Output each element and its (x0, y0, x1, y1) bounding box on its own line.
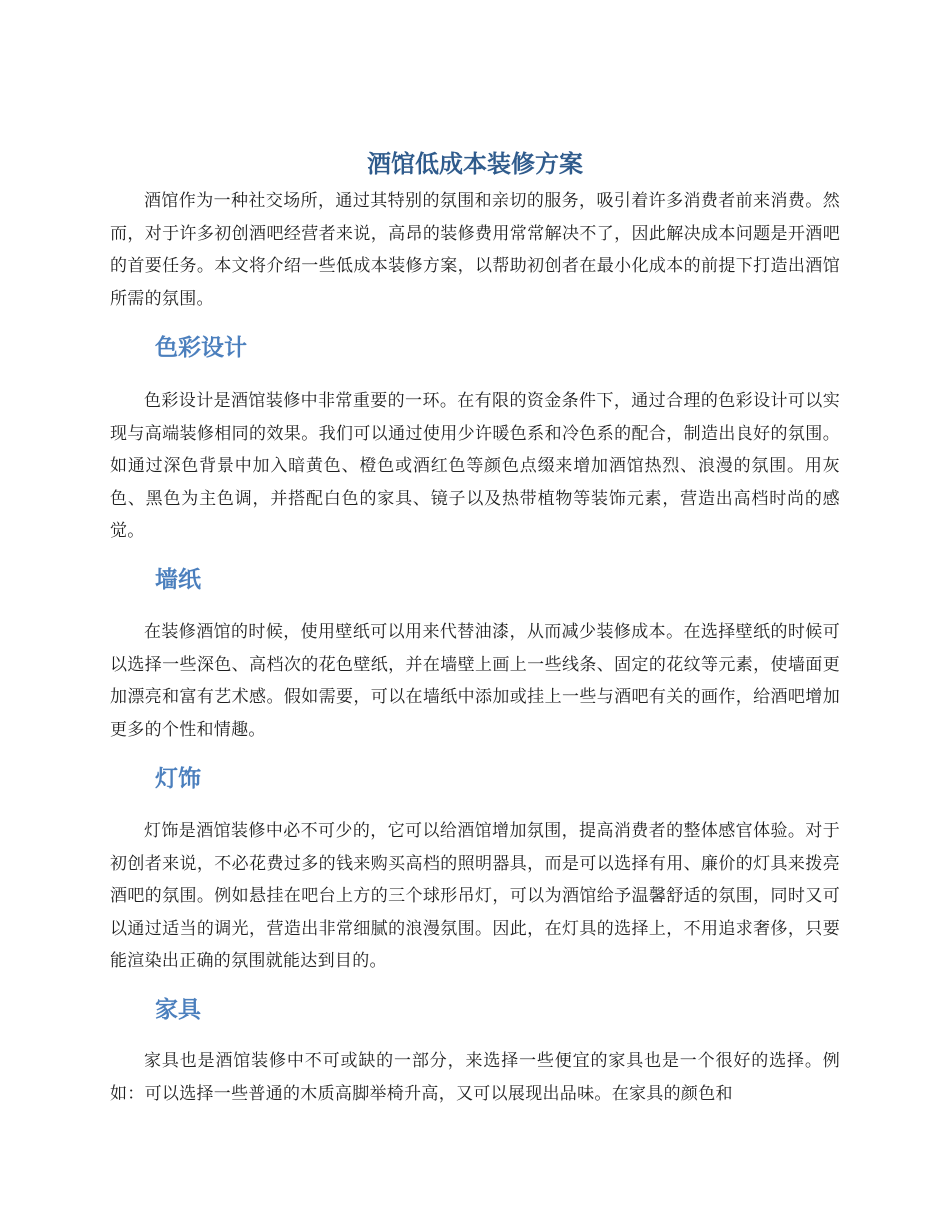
document-title: 酒馆低成本装修方案 (367, 150, 583, 178)
section-paragraph-lighting: 灯饰是酒馆装修中必不可少的，它可以给酒馆增加氛围，提高消费者的整体感官体验。对于初创者来说，不必花费过多的钱来购买高档的照明器具，而是可以选择有用、廉价的灯具来拨亮酒吧的氛围。例如悬挂在吧台上方的三个球形吊灯，可以为酒馆给予温馨舒适的氛围，同时又可以通过适当的调光，营造出非常细腻的浪漫氛围。因此，在灯具的选择上，不用追求奢侈，只要能渲染出正确的氛围就能达到目的。 (110, 821, 840, 971)
section-paragraph-color-design: 色彩设计是酒馆装修中非常重要的一环。在有限的资金条件下，通过合理的色彩设计可以实现与高端装修相同的效果。我们可以通过使用少许暖色系和冷色系的配合，制造出良好的氛围。如通过深色背景中加入暗黄色、橙色或酒红色等颜色点缀来增加酒馆热烈、浪漫的氛围。用灰色、黑色为主色调，并搭配白色的家具、镜子以及热带植物等装饰元素，营造出高档时尚的感觉。 (110, 391, 840, 541)
section-paragraph-furniture: 家具也是酒馆装修中不可或缺的一部分，来选择一些便宜的家具也是一个很好的选择。例如：可以选择一些普通的木质高脚举椅升高，又可以展现出品味。在家具的颜色和 (110, 1051, 840, 1104)
section-heading-color-design: 色彩设计 (155, 335, 247, 361)
intro-paragraph: 酒馆作为一种社交场所，通过其特别的氛围和亲切的服务，吸引着许多消费者前来消费。然而，对于许多初创酒吧经营者来说，高昂的装修费用常常解决不了，因此解决成本问题是开酒吧的首要任务。本文将介绍一些低成本装修方案，以帮助初创者在最小化成本的前提下打造出酒馆所需的氛围。 (110, 191, 840, 309)
section-paragraph-wallpaper: 在装修酒馆的时候，使用壁纸可以用来代替油漆，从而减少装修成本。在选择壁纸的时候可以选择一些深色、高档次的花色壁纸，并在墙壁上画上一些线条、固定的花纹等元素，使墙面更加漂亮和富有艺术感。假如需要，可以在墙纸中添加或挂上一些与酒吧有关的画作，给酒吧增加更多的个性和情趣。 (110, 622, 840, 740)
section-heading-wallpaper: 墙纸 (155, 567, 201, 593)
section-heading-lighting: 灯饰 (155, 766, 201, 792)
section-heading-furniture: 家具 (155, 997, 201, 1023)
